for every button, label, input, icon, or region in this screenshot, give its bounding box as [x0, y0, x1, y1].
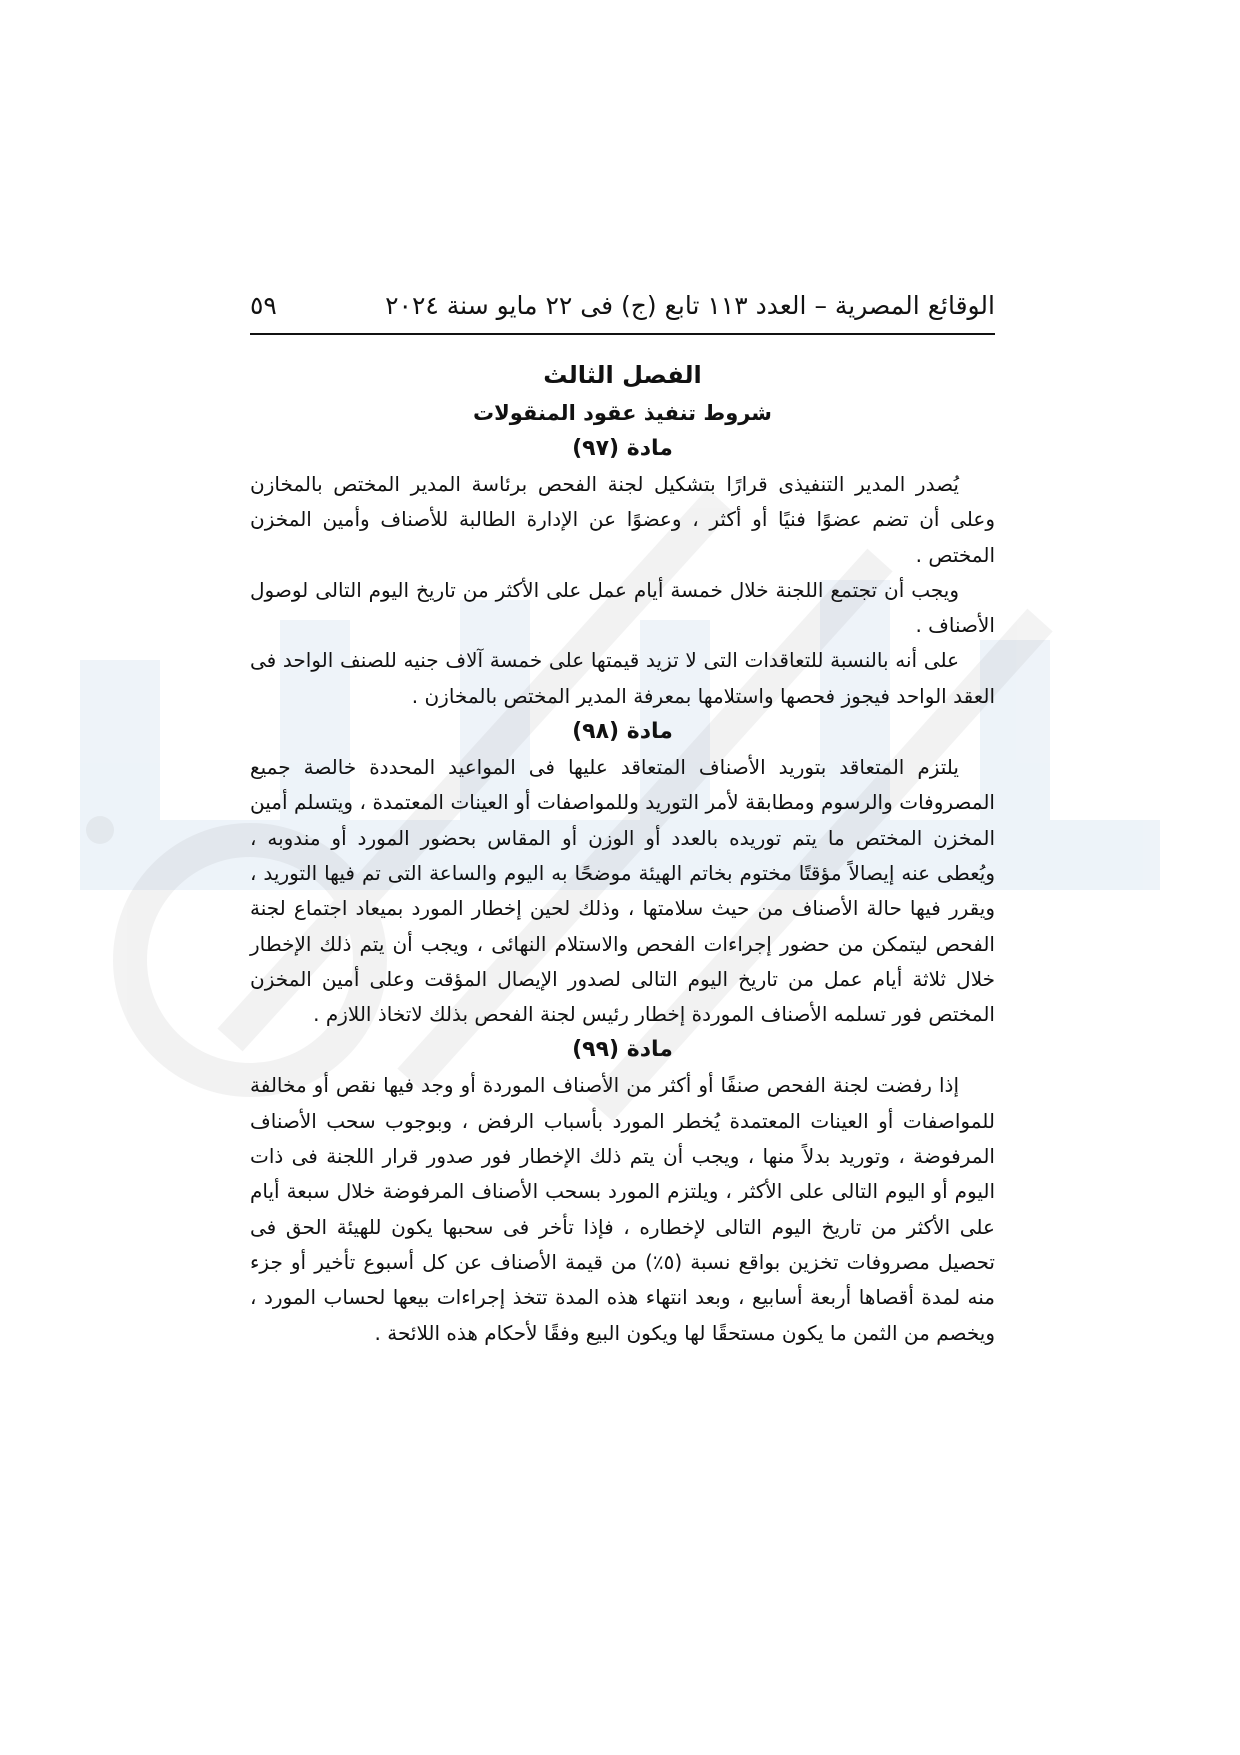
page-body	[250, 355, 995, 1351]
gazette-title: الوقائع المصرية – العدد ١١٣ تابع (ج) فى ٢٢ مايو سنة ٢٠٢٤	[385, 291, 995, 320]
article-heading: مادة (٩٩)	[572, 1037, 673, 1063]
article-paragraph: إذا رفضت لجنة الفحص صنفًا أو أكثر من الأصناف الموردة أو وجد فيها نقص أو مخالفة للمواصفات أو العينات المعتمدة يُخطر المورد بأسباب الرفض ، وبوجوب سحب الأصناف المرفوضة ، وتوريد بدلاً منها ، ويجب أن يتم ذلك الإخطار فور صدور قرار اللجنة فى ذات اليوم أو اليوم التالى على الأكثر ، ويلتزم المورد بسحب الأصناف المرفوضة خلال سبعة أيام على الأكثر من تاريخ اليوم التالى لإخطاره ، فإذا تأخر فى سحبها يكون للهيئة الحق فى تحصيل مصروفات تخزين بواقع نسبة (٥٪) من قيمة الأصناف عن كل أسبوع تأخير أو جزء منه لمدة أقصاها أربعة أسابيع ، وبعد انتهاء هذه المدة تتخذ إجراءات بيعها لحساب المورد ، ويخصم من الثمن ما يكون مستحقًا لها ويكون البيع وفقًا لأحكام هذه اللائحة .	[250, 1073, 995, 1345]
article-paragraph: ويجب أن تجتمع اللجنة خلال خمسة أيام عمل على الأكثر من تاريخ اليوم التالى لوصول الأصناف .	[250, 577, 995, 638]
chapter-subtitle: شروط تنفيذ عقود المنقولات	[473, 401, 772, 425]
page-number: ٥٩	[250, 291, 277, 320]
article-heading: مادة (٩٧)	[572, 436, 673, 461]
article-paragraph: على أنه بالنسبة للتعاقدات التى لا تزيد قيمتها على خمسة آلاف جنيه للصنف الواحد فى العقد الواحد فيجوز فحصها واستلامها بمعرفة المدير المختص بالمخازن .	[250, 648, 995, 708]
article-98	[250, 714, 995, 1032]
article-paragraph: يُصدر المدير التنفيذى قرارًا بتشكيل لجنة الفحص برئاسة المدير المختص بالمخازن وعلى أن تضم عضوًا فنيًا أو أكثر ، وعضوًا عن الإدارة الطالبة للأصناف وأمين المخزن المختص .	[250, 472, 995, 567]
article-97	[250, 431, 995, 714]
article-99	[250, 1032, 995, 1350]
chapter-title: الفصل الثالث	[543, 361, 702, 389]
header-divider	[250, 333, 995, 335]
page-header	[250, 286, 995, 326]
article-paragraph: يلتزم المتعاقد بتوريد الأصناف المتعاقد عليها فى المواعيد المحددة خالصة جميع المصروفات والرسوم ومطابقة لأمر التوريد وللمواصفات أو العينات المعتمدة ، ويتسلم أمين المخزن المختص ما يتم توريده بالعدد أو الوزن أو المقاس بحضور المورد أو مندوبه ، ويُعطى عنه إيصالاً مؤقتًا مختوم بخاتم الهيئة موضحًا به اليوم والساعة التى تم فيها التوريد ، ويقرر فيها حالة الأصناف من حيث سلامتها ، وذلك لحين إخطار المورد بميعاد اجتماع لجنة الفحص ليتمكن من حضور إجراءات الفحص والاستلام النهائى ، ويجب أن يتم ذلك الإخطار خلال ثلاثة أيام عمل من تاريخ اليوم التالى لصدور الإيصال المؤقت وعلى أمين المخزن المختص فور تسلمه الأصناف الموردة إخطار رئيس لجنة الفحص بذلك لاتخاذ اللازم .	[250, 755, 995, 1027]
article-heading: مادة (٩٨)	[572, 719, 673, 745]
